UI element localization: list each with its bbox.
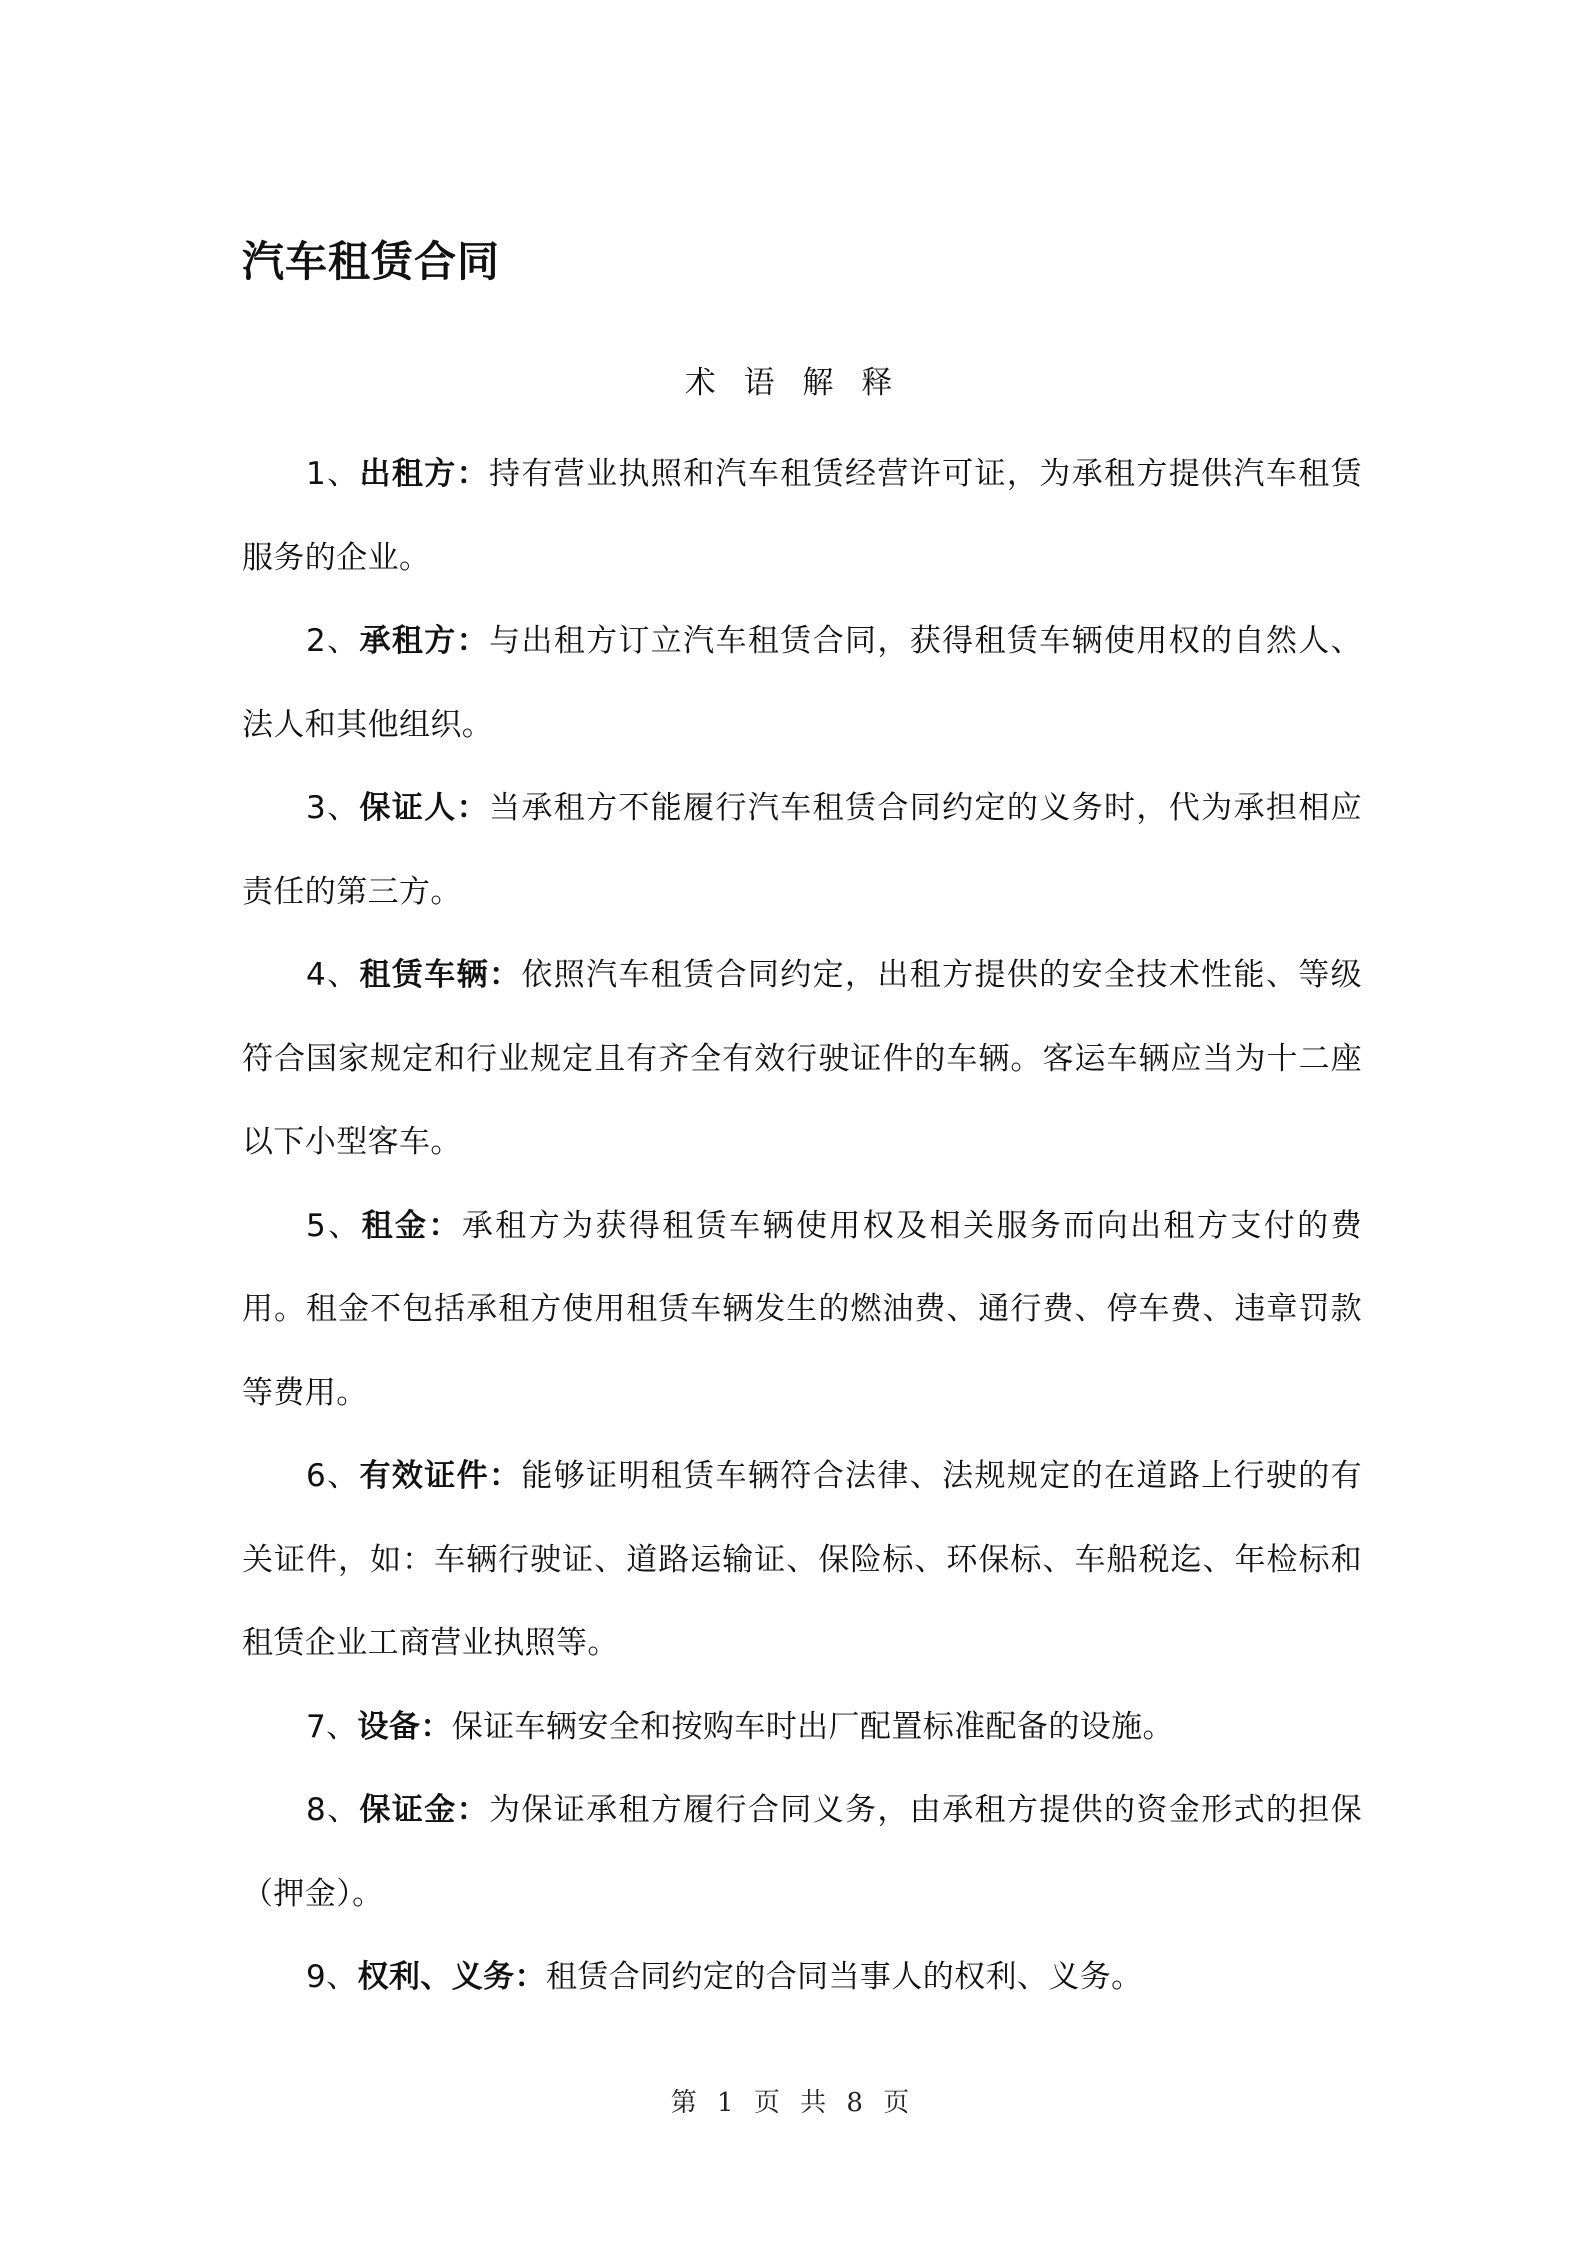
section-heading: 术 语 解 释: [684, 365, 902, 401]
term-name: 保证金：: [359, 1792, 489, 1828]
term-number: 8、: [306, 1792, 360, 1828]
term-item: [242, 1435, 1362, 1686]
term-definition: 为保证承租方履行合同义务，由承租方提供的资金形式的担保（押金）。: [242, 1792, 1362, 1912]
term-item: [242, 767, 1362, 934]
term-name: 设备：: [357, 1708, 452, 1745]
term-definition: 依照汽车租赁合同约定，出租方提供的安全技术性能、等级符合国家规定和行业规定且有齐全有效行驶证件的车辆。客运车辆应当为十二座以下小型客车。: [242, 957, 1362, 1160]
term-number: 3、: [306, 790, 360, 826]
term-number: 9、: [306, 1959, 358, 1995]
term-name: 租赁车辆：: [359, 957, 522, 993]
term-name: 租金：: [361, 1207, 462, 1244]
term-number: 4、: [306, 957, 360, 993]
term-name: 有效证件：: [359, 1458, 522, 1494]
term-definition: 与出租方订立汽车租赁合同，获得租赁车辆使用权的自然人、法人和其他组织。: [242, 623, 1362, 743]
term-definition: 当承租方不能履行汽车租赁合同约定的义务时，代为承担相应责任的第三方。: [242, 790, 1362, 910]
term-definition: 能够证明租赁车辆符合法律、法规规定的在道路上行驶的有关证件，如：车辆行驶证、道路运输证、保险标、环保标、车船税迄、年检标和租赁企业工商营业执照等。: [242, 1458, 1362, 1661]
term-item: [242, 1936, 1362, 2020]
term-definition: 租赁合同约定的合同当事人的权利、义务。: [545, 1959, 1143, 1995]
term-item: [242, 600, 1362, 767]
term-definition: 持有营业执照和汽车租赁经营许可证，为承租方提供汽车租赁服务的企业。: [242, 456, 1362, 576]
term-number: 2、: [306, 623, 360, 659]
term-number: 6、: [306, 1458, 360, 1494]
document-title: 汽车租赁合同: [242, 237, 501, 286]
term-item: [242, 934, 1362, 1185]
term-name: 权利、义务：: [357, 1959, 546, 1995]
term-number: 7、: [306, 1708, 358, 1745]
term-item: [242, 1686, 1362, 1770]
terms-list: [242, 433, 1362, 2020]
page-number-footer: 第 1 页 共 8 页: [670, 2088, 916, 2118]
term-item: [242, 433, 1362, 600]
term-definition: 承租方为获得租赁车辆使用权及相关服务而向出租方支付的费用。租金不包括承租方使用租赁车辆发生的燃油费、通行费、停车费、违章罚款等费用。: [242, 1207, 1362, 1411]
term-number: 1、: [306, 456, 360, 492]
term-name: 承租方：: [359, 623, 489, 659]
term-definition: 保证车辆安全和按购车时出厂配置标准配备的设施。: [451, 1708, 1174, 1745]
term-name: 出租方：: [359, 456, 489, 492]
term-item: [242, 1185, 1362, 1436]
term-name: 保证人：: [359, 790, 489, 826]
term-number: 5、: [306, 1207, 362, 1244]
term-item: [242, 1769, 1362, 1936]
